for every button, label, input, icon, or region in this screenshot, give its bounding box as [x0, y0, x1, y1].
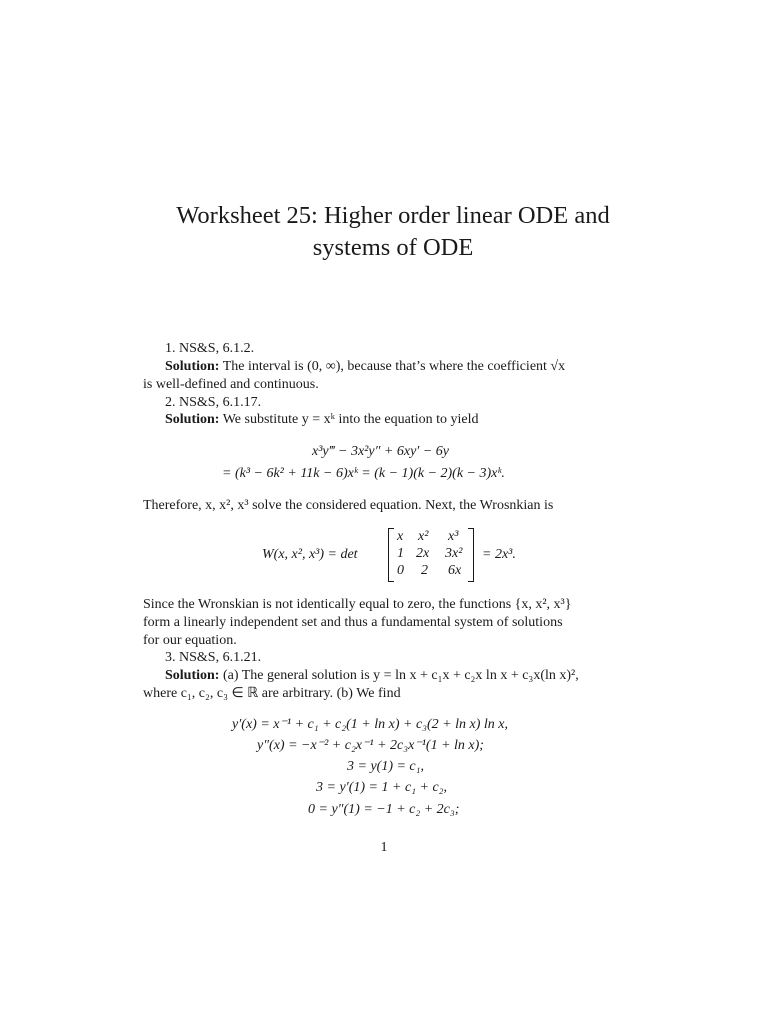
paragraph-line: for our equation.: [143, 633, 237, 648]
problem-1-continuation: is well-defined and continuous.: [143, 377, 319, 392]
equation-line: y′(x) = x⁻¹ + c₁ + c₂(1 + ln x) + c₃(2 + ln x) ln x,: [232, 717, 509, 732]
matrix-bracket-left: [388, 528, 394, 582]
wronskian-matrix: [388, 528, 474, 582]
solution-text: We substitute y = xᵏ into the equation to yield: [222, 412, 479, 427]
problem-1-solution: [165, 358, 665, 376]
matrix-cell: 2x: [416, 546, 430, 561]
wronskian-lhs: W(x, x², x³) = det: [262, 547, 358, 562]
solution-label: Solution:: [165, 412, 220, 427]
title-line-2: systems of ODE: [312, 234, 474, 261]
equation-line: x³y‴ − 3x²y″ + 6xy′ − 6y: [312, 444, 450, 459]
matrix-cell: 3x²: [445, 546, 463, 561]
matrix-cell: 0: [397, 563, 404, 578]
solution-text: (a) The general solution is y = ln x + c₁x + c₂x ln x + c₃x(ln x)²,: [222, 668, 579, 683]
paragraph-line: form a linearly independent set and thus a fundamental system of solutions: [143, 615, 563, 630]
matrix-cell: x²: [418, 529, 429, 544]
problem-2-solution: [165, 411, 665, 429]
matrix-cell: 2: [421, 563, 428, 578]
problem-1-header: 1. NS&S, 6.1.2.: [165, 341, 255, 356]
solution-text: The interval is (0, ∞), because that’s where the coefficient √x: [222, 359, 566, 374]
matrix-bracket-right: [468, 528, 474, 582]
problem-2-header: 2. NS&S, 6.1.17.: [165, 395, 262, 410]
wronskian-rhs: = 2x³.: [482, 547, 516, 562]
title-line-1: Worksheet 25: Higher order linear ODE and: [176, 202, 610, 229]
solution-label: Solution:: [165, 359, 220, 374]
equation-line: 0 = y″(1) = −1 + c₂ + 2c₃;: [308, 802, 460, 817]
problem-3-solution: [165, 667, 665, 685]
matrix-cell: 6x: [448, 563, 462, 578]
equation-line: 3 = y(1) = c₁,: [347, 759, 425, 774]
matrix-cell: x: [397, 529, 404, 544]
problem-3-header: 3. NS&S, 6.1.21.: [165, 650, 262, 665]
equation-line: = (k³ − 6k² + 11k − 6)xᵏ = (k − 1)(k − 2)(k − 3)xᵏ.: [222, 466, 505, 481]
paragraph-line: Since the Wronskian is not identically equal to zero, the functions {x, x², x³}: [143, 597, 572, 612]
paragraph-line: Therefore, x, x², x³ solve the considered equation. Next, the Wrosnkian is: [143, 498, 554, 513]
equation-line: y″(x) = −x⁻² + c₂x⁻¹ + 2c₃x⁻¹(1 + ln x);: [257, 738, 484, 753]
page-title: [100, 200, 686, 264]
equation-line: 3 = y′(1) = 1 + c₁ + c₂,: [316, 780, 448, 795]
page-number: 1: [380, 840, 388, 855]
solution-label: Solution:: [165, 668, 220, 683]
matrix-cell: x³: [448, 529, 459, 544]
matrix-cell: 1: [397, 546, 404, 561]
problem-3-continuation: where c₁, c₂, c₃ ∈ ℝ are arbitrary. (b) We find: [143, 686, 401, 701]
